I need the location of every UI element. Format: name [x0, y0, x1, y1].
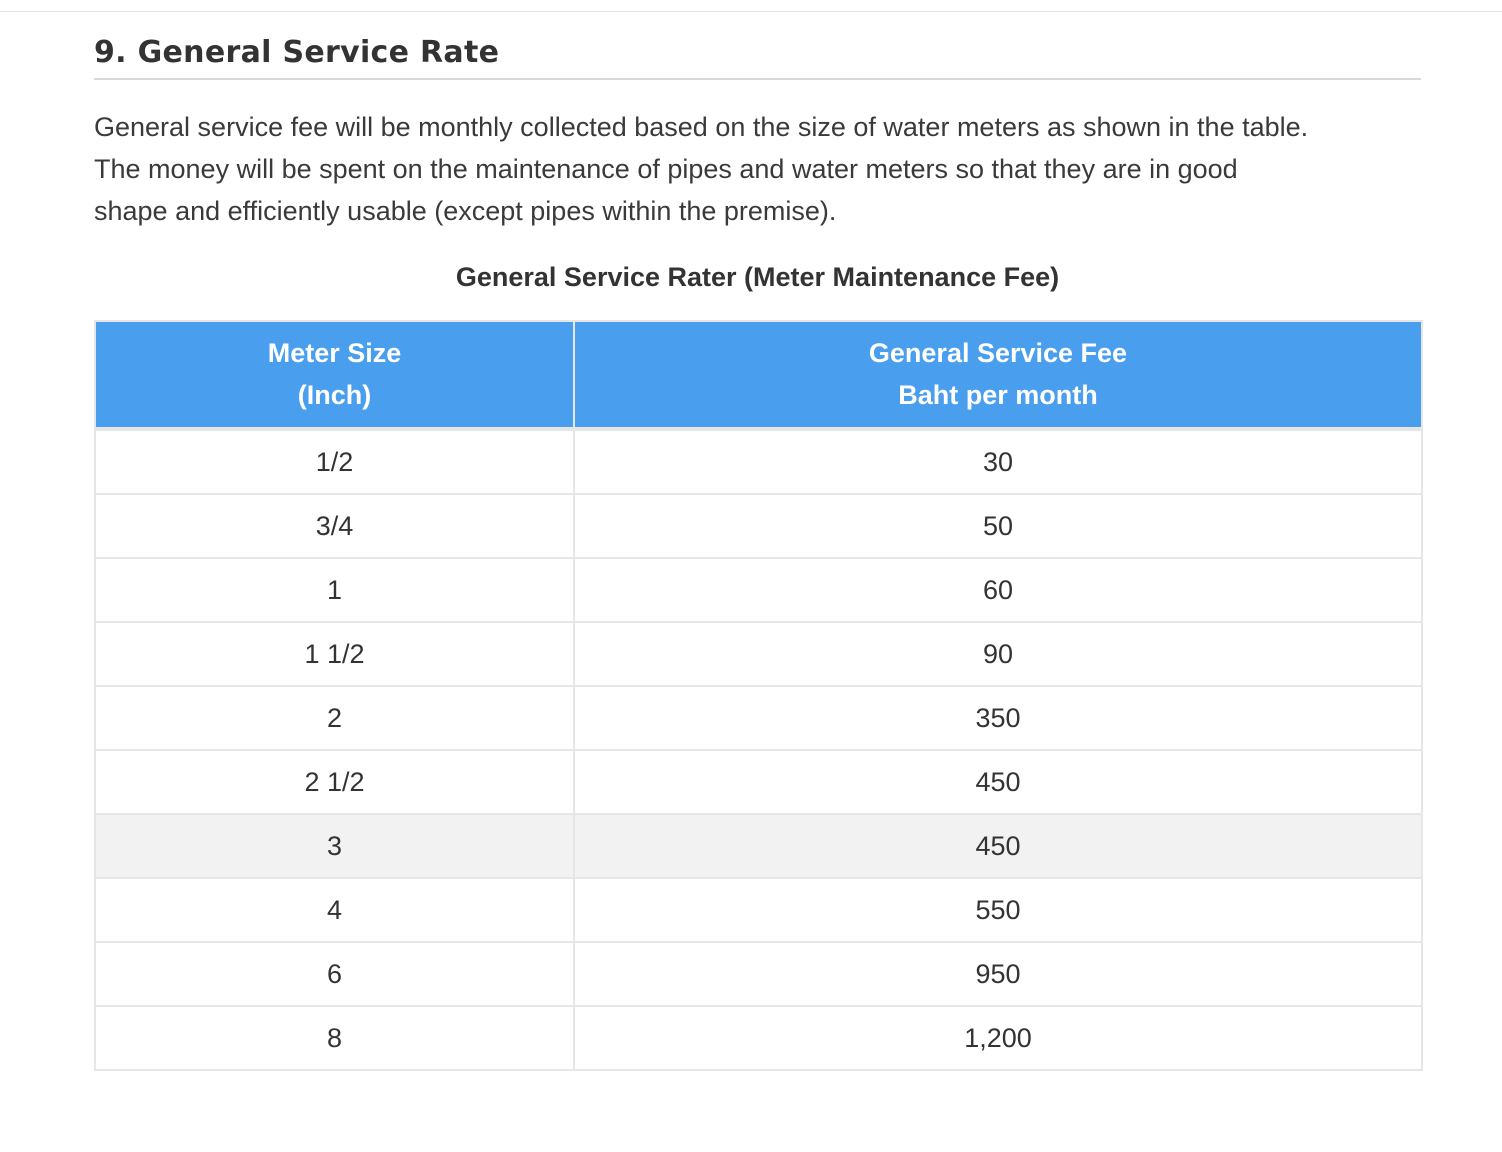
meter-size-cell: 2 1/2	[95, 750, 574, 814]
header-line: General Service Fee	[868, 338, 1128, 368]
table-row	[95, 429, 1422, 494]
header-line: (Inch)	[297, 380, 372, 410]
table-row	[95, 686, 1422, 750]
table-row-highlighted	[95, 814, 1422, 878]
service-fee-cell: 450	[574, 814, 1422, 878]
intro-paragraph	[94, 106, 1434, 232]
top-divider	[0, 11, 1502, 12]
table-row	[95, 1006, 1422, 1070]
table-row	[95, 622, 1422, 686]
table-row	[95, 558, 1422, 622]
service-fee-cell: 60	[574, 558, 1422, 622]
header-line: Meter Size	[267, 338, 402, 368]
header-line: Baht per month	[898, 380, 1098, 410]
table-row	[95, 750, 1422, 814]
table-header-row	[95, 321, 1422, 429]
section-content	[94, 30, 1421, 1071]
meter-size-cell: 6	[95, 942, 574, 1006]
meter-size-cell: 1	[95, 558, 574, 622]
intro-line: General service fee will be monthly collected based on the size of water meters as shown in the table.	[94, 112, 1309, 142]
intro-line: shape and efficiently usable (except pipes within the premise).	[94, 196, 837, 226]
table-caption: General Service Rater (Meter Maintenance Fee)	[455, 262, 1060, 292]
service-fee-cell: 30	[574, 429, 1422, 494]
meter-size-cell: 2	[95, 686, 574, 750]
service-fee-cell: 450	[574, 750, 1422, 814]
meter-size-cell: 8	[95, 1006, 574, 1070]
section-title: 9. General Service Rate	[94, 30, 1421, 80]
table-row	[95, 878, 1422, 942]
service-fee-cell: 90	[574, 622, 1422, 686]
meter-size-header	[95, 321, 574, 429]
service-fee-cell: 1,200	[574, 1006, 1422, 1070]
meter-size-cell: 1/2	[95, 429, 574, 494]
meter-size-cell: 1 1/2	[95, 622, 574, 686]
service-fee-cell: 350	[574, 686, 1422, 750]
service-fee-cell: 550	[574, 878, 1422, 942]
table-row	[95, 494, 1422, 558]
service-fee-cell: 950	[574, 942, 1422, 1006]
meter-size-cell: 4	[95, 878, 574, 942]
intro-line: The money will be spent on the maintenance of pipes and water meters so that they are in good	[94, 154, 1238, 184]
meter-size-cell: 3/4	[95, 494, 574, 558]
meter-size-cell: 3	[95, 814, 574, 878]
service-fee-header	[574, 321, 1422, 429]
service-fee-cell: 50	[574, 494, 1422, 558]
service-rate-table	[94, 320, 1423, 1071]
table-row	[95, 942, 1422, 1006]
